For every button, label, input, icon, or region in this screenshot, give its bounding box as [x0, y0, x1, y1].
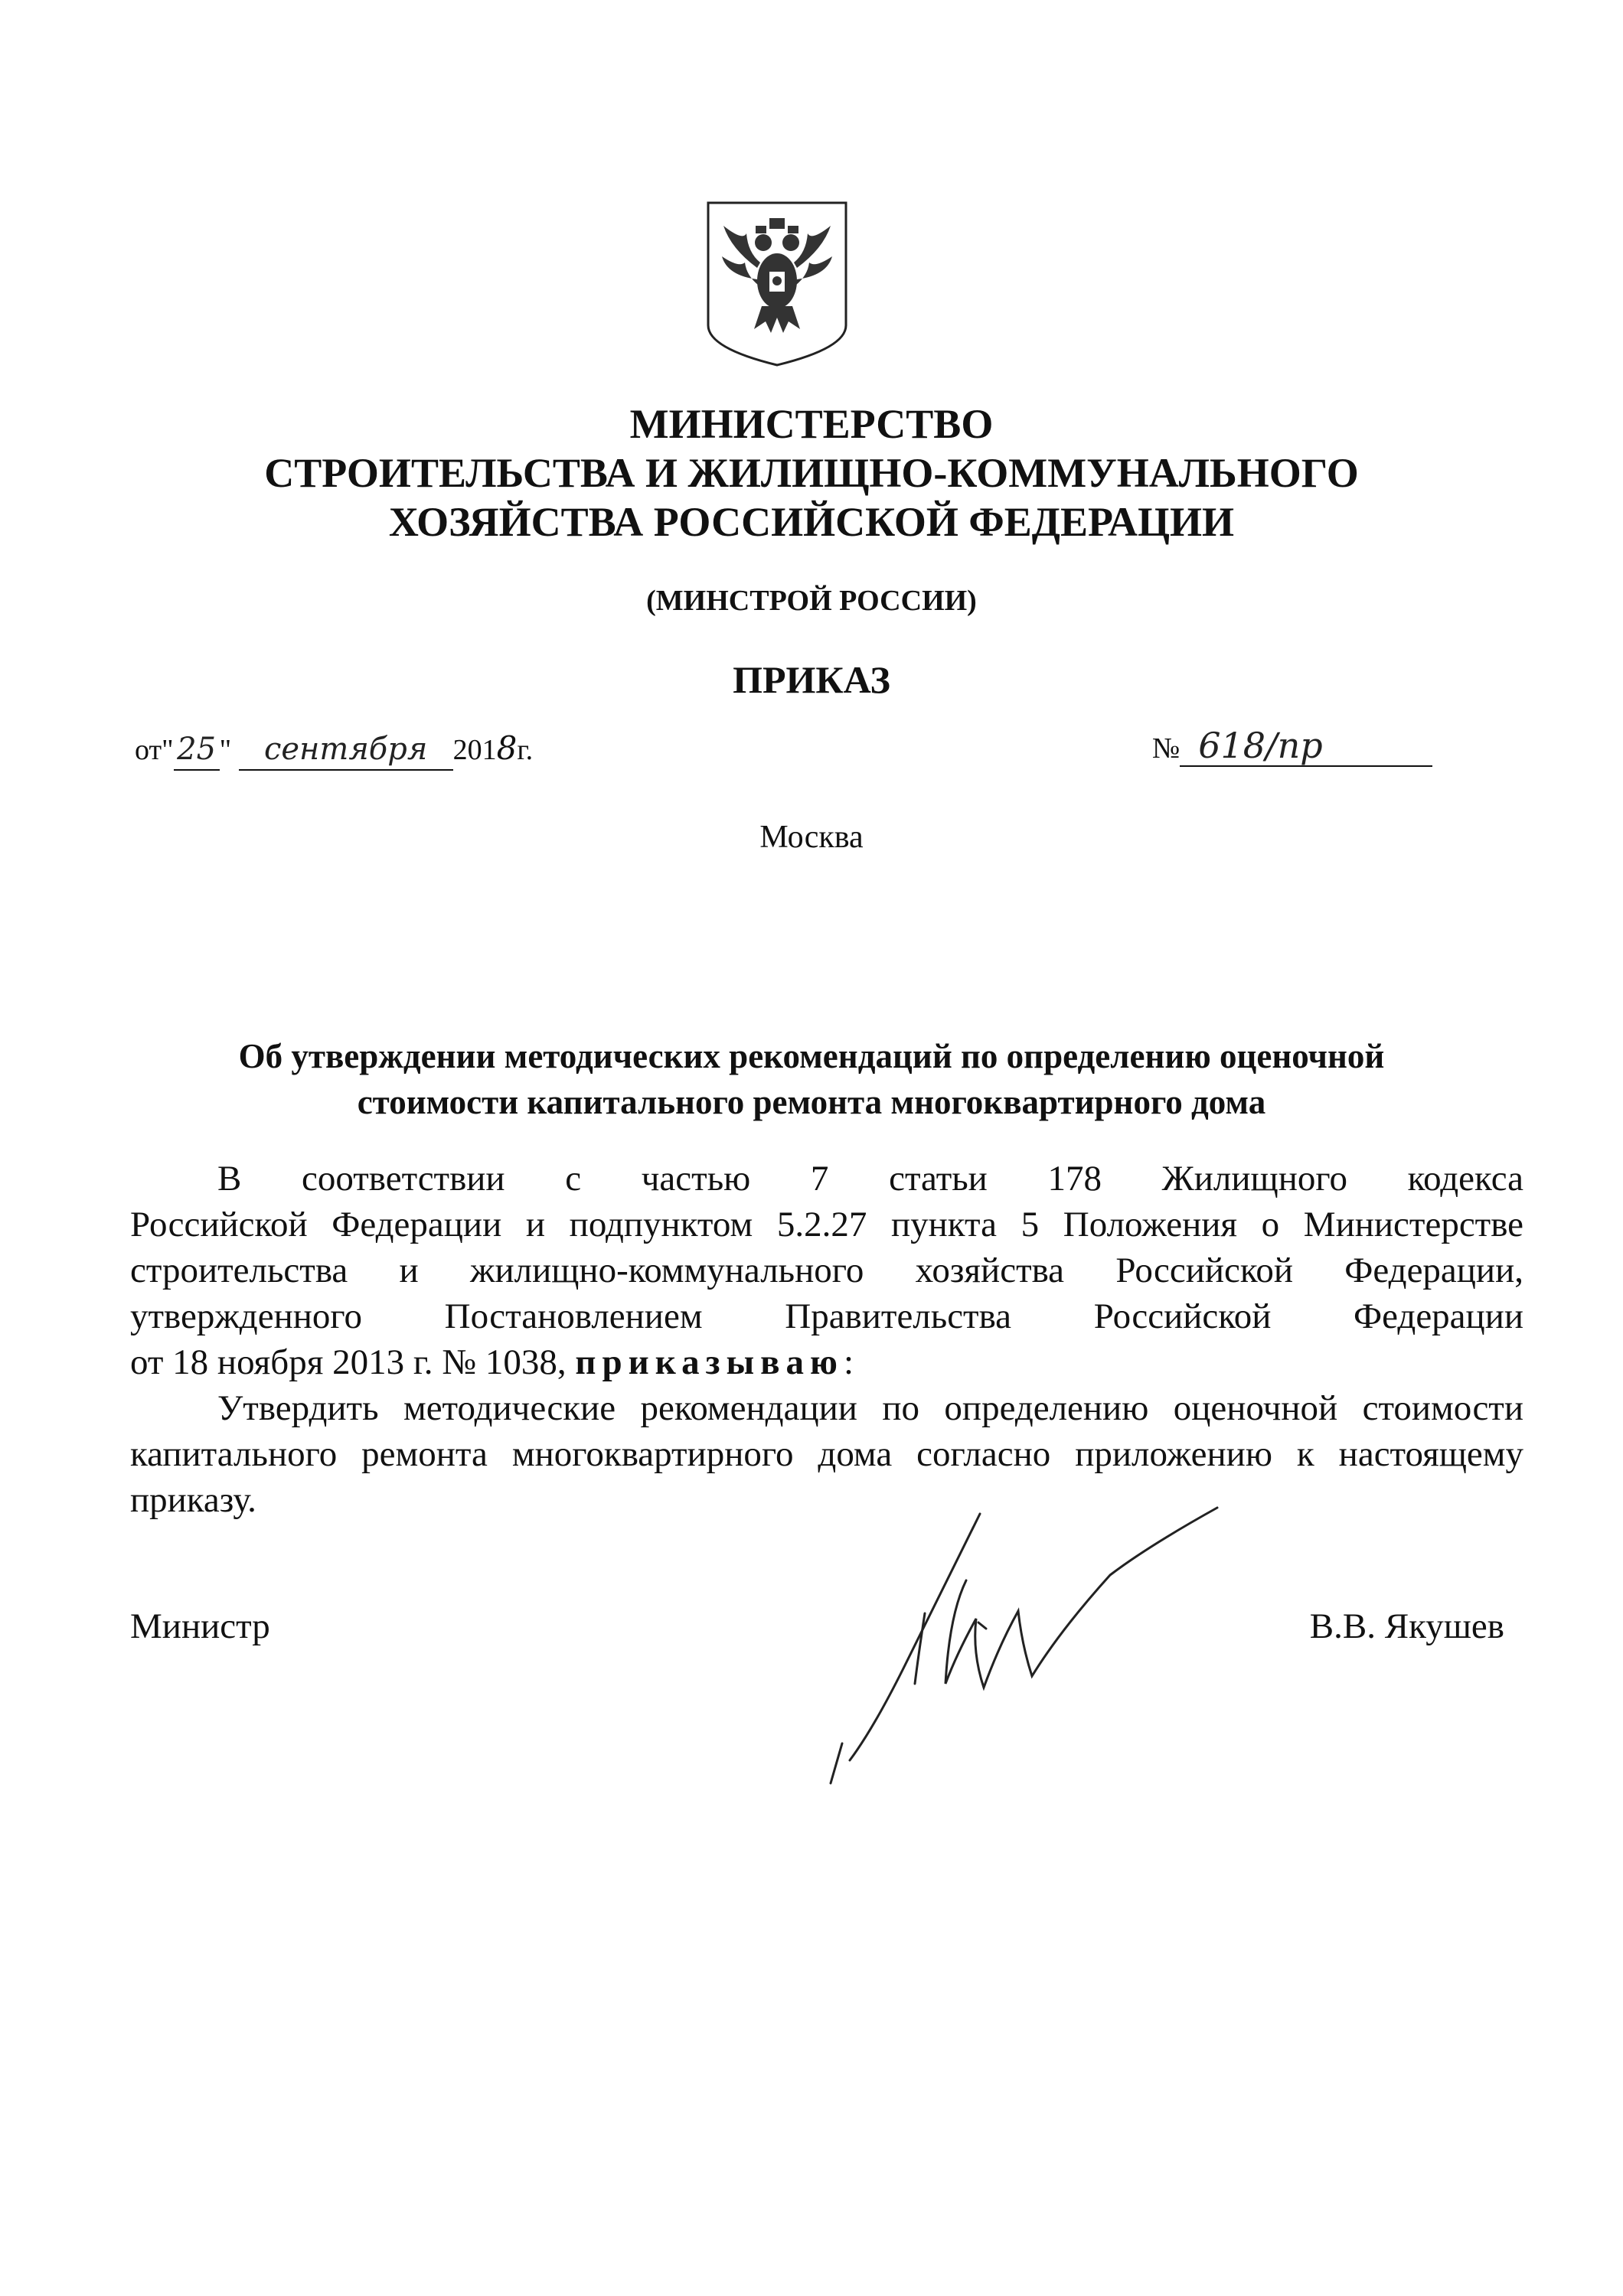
document-type-title: ПРИКАЗ — [733, 658, 890, 701]
ministry-name — [0, 400, 1623, 546]
ministry-line-1: МИНИСТЕРСТВО — [629, 401, 994, 447]
order-date: от" 25 " сентября 2018г. — [135, 726, 655, 771]
order-subject — [0, 1033, 1623, 1125]
date-month: сентября — [239, 729, 453, 771]
body-p2-line-3: приказу. — [130, 1480, 256, 1520]
coat-of-arms-emblem — [700, 195, 854, 367]
order-directive: приказываю — [575, 1342, 844, 1382]
signer-title: Министр — [130, 1606, 270, 1646]
subject-line-2: стоимости капитального ремонта многоквартирного дома — [357, 1083, 1266, 1121]
ministry-line-3: ХОЗЯЙСТВА РОССИЙСКОЙ ФЕДЕРАЦИИ — [388, 499, 1235, 545]
body-p1-last-end: : — [843, 1342, 854, 1382]
order-body — [130, 1156, 1523, 1523]
date-prefix: от — [135, 734, 162, 766]
order-number — [1152, 726, 1443, 771]
ministry-short-name: (МИНСТРОЙ РОССИИ) — [646, 585, 977, 617]
body-p2-line-2: капитального ремонта многоквартирного дома согласно приложению к настоящему — [130, 1434, 1523, 1474]
date-day: 25 — [174, 729, 220, 771]
date-year-postfix: г. — [517, 734, 534, 766]
body-p2-line-1: Утвердить методические рекомендации по определению оценочной стоимости — [217, 1388, 1523, 1428]
body-p1-line-4: утвержденного Постановлением Правительства Российской Федерации — [130, 1296, 1523, 1336]
handwritten-signature — [789, 1500, 1263, 1806]
body-p1-last-plain: от 18 ноября 2013 г. № 1038, — [130, 1342, 576, 1382]
subject-line-1: Об утверждении методических рекомендаций по определению оценочной — [238, 1037, 1385, 1075]
city: Москва — [759, 820, 864, 855]
body-p1-line-5 — [130, 1339, 1523, 1385]
number-prefix: № — [1152, 732, 1181, 765]
russian-coat-of-arms-icon — [700, 195, 854, 367]
signer-name: В.В. Якушев — [1309, 1606, 1504, 1646]
date-year-suffix: 8 — [496, 729, 518, 767]
number-value: 618/пр — [1180, 726, 1432, 767]
body-p1-line-3: строительства и жилищно-коммунального хозяйства Российской Федерации, — [130, 1251, 1523, 1290]
date-year-prefix: 201 — [452, 734, 497, 766]
body-p1-line-1: В соответствии с частью 7 статьи 178 Жилищного кодекса — [217, 1159, 1523, 1199]
ministry-line-2: СТРОИТЕЛЬСТВА И ЖИЛИЩНО-КОММУНАЛЬНОГО — [264, 450, 1359, 496]
body-p1-line-2: Российской Федерации и подпунктом 5.2.27 пункта 5 Положения о Министерстве — [130, 1205, 1523, 1244]
handwritten-signature-icon — [789, 1500, 1263, 1806]
